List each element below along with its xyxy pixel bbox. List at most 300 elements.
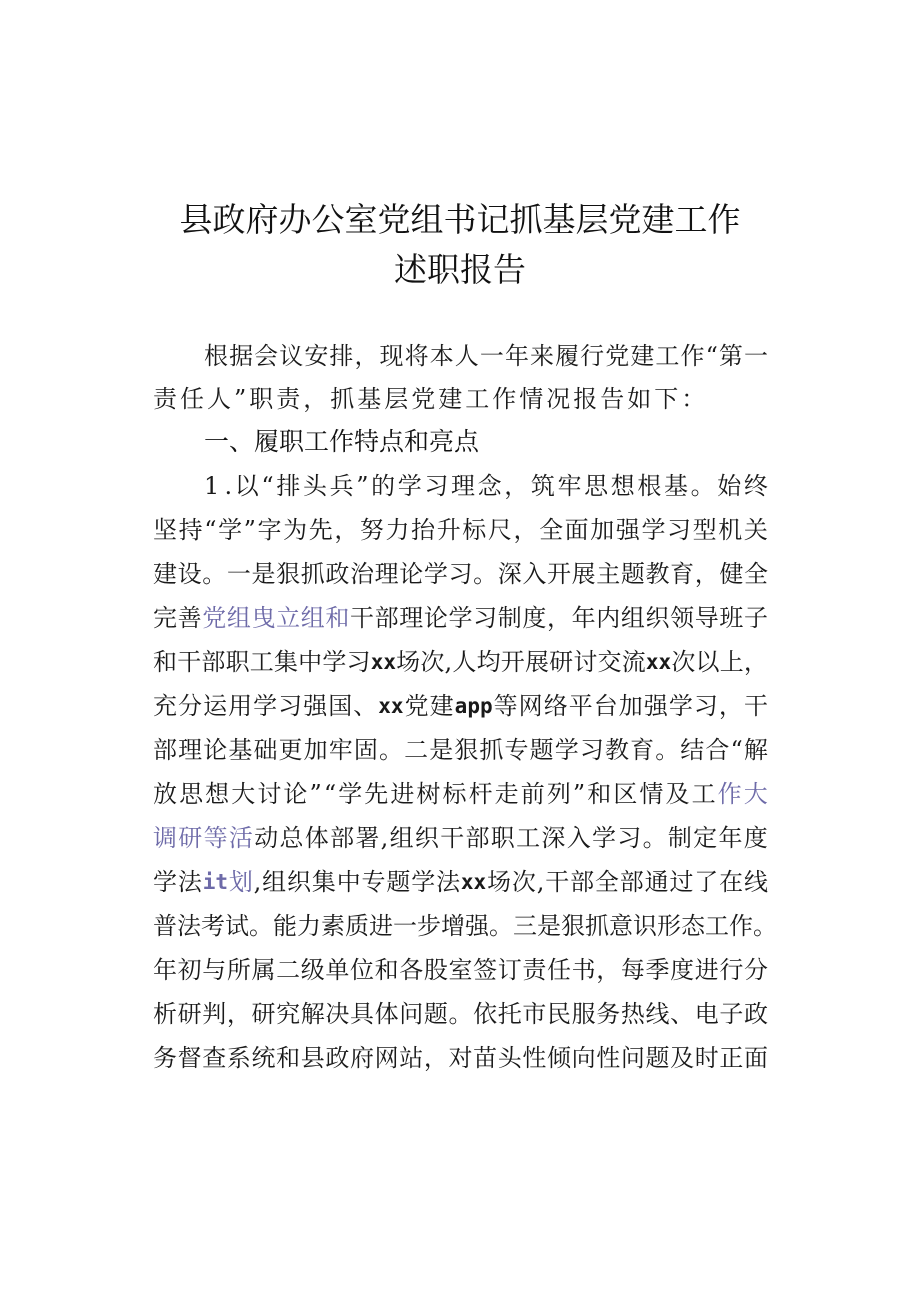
glyph: 安 (304, 342, 329, 370)
glyph: 狠 (276, 560, 301, 588)
glyph: 人 (452, 648, 477, 676)
glyph: 性 (522, 1044, 547, 1072)
paragraph-line (153, 904, 777, 948)
glyph: 狠 (454, 736, 479, 764)
glyph: 单 (325, 956, 350, 984)
glyph: 研 (178, 824, 203, 852)
glyph: 责 (522, 956, 547, 984)
glyph: 所 (226, 956, 251, 984)
glyph: 尺 (487, 516, 512, 544)
glyph: 总 (279, 824, 304, 852)
glyph: 开 (500, 648, 525, 676)
glyph: 判 (202, 1000, 227, 1028)
glyph: 入 (522, 560, 547, 588)
glyph: 立 (276, 604, 301, 632)
glyph: 子 (719, 1000, 744, 1028)
glyph: 排 (276, 472, 301, 500)
glyph: 府 (350, 1044, 374, 1072)
glyph: 想 (205, 780, 230, 808)
glyph: 学 (668, 692, 693, 720)
glyph: 习 (346, 648, 371, 676)
glyph: 部 (570, 868, 595, 896)
glyph: 开 (547, 560, 571, 588)
glyph: 面 (744, 1044, 768, 1072)
glyph: 署 (355, 824, 380, 852)
glyph: 。 (489, 912, 513, 940)
line-text: 责任人”职责，抓基层党建工作情况报告如下： (153, 385, 709, 413)
glyph: 先 (308, 516, 333, 544)
paragraph-line (153, 772, 768, 816)
glyph: 干 (545, 868, 570, 896)
glyph: 订 (497, 956, 522, 984)
glyph: 根 (637, 472, 662, 500)
glyph: 属 (251, 956, 276, 984)
glyph: 问 (399, 1000, 424, 1028)
glyph: 理 (178, 736, 203, 764)
glyph: 全 (594, 868, 619, 896)
glyph: ， (596, 956, 621, 984)
glyph: 组 (262, 868, 287, 896)
glyph: 展 (571, 560, 596, 588)
glyph: ， (423, 1044, 448, 1072)
glyph: 升 (436, 516, 461, 544)
glyph: 子 (744, 604, 768, 632)
glyph: 素 (321, 912, 345, 940)
glyph: . (224, 472, 233, 500)
paragraph-line (153, 860, 768, 904)
glyph: 习 (278, 692, 303, 720)
glyph: 政 (325, 1044, 350, 1072)
glyph: 意 (609, 912, 633, 940)
glyph: 。 (202, 560, 227, 588)
glyph: 室 (448, 956, 473, 984)
glyph: ， (513, 516, 538, 544)
glyph: 分 (744, 956, 768, 984)
glyph: 一 (744, 342, 768, 370)
placeholder-xx: xx (378, 694, 404, 718)
glyph: 干 (350, 604, 374, 632)
glyph: 和 (374, 956, 399, 984)
glyph: “ (323, 780, 337, 808)
glyph: 台 (593, 692, 618, 720)
glyph: 各 (399, 956, 424, 984)
glyph: 平 (568, 692, 593, 720)
glyph: 部 (465, 824, 490, 852)
glyph: 服 (571, 1000, 596, 1028)
glyph: 专 (504, 736, 529, 764)
glyph: 学 (218, 516, 243, 544)
glyph: 学 (153, 868, 177, 896)
glyph: 股 (423, 956, 448, 984)
glyph: 进 (390, 780, 415, 808)
glyph: 在 (719, 868, 744, 896)
glyph: 年 (718, 824, 743, 852)
glyph: 学 (322, 648, 347, 676)
glyph: 思 (179, 780, 204, 808)
glyph: ， (354, 342, 379, 370)
glyph: 大 (231, 780, 256, 808)
glyph: 度 (670, 956, 695, 984)
glyph: 热 (620, 1000, 645, 1028)
paragraph-line (153, 552, 768, 596)
glyph: 及 (670, 1044, 695, 1072)
glyph: 络 (543, 692, 568, 720)
glyph: 。 (642, 824, 667, 852)
glyph: 以 (695, 648, 720, 676)
document-title-line-2: 述职报告 (394, 250, 526, 289)
glyph: 全 (539, 516, 564, 544)
glyph: 是 (429, 736, 454, 764)
glyph: 善 (177, 604, 202, 632)
glyph: 想 (610, 472, 635, 500)
glyph: 理 (374, 560, 399, 588)
glyph: 查 (202, 1044, 227, 1072)
glyph: 。 (655, 736, 680, 764)
glyph: 线 (645, 1000, 670, 1028)
glyph: 强 (643, 692, 668, 720)
glyph: 是 (537, 912, 561, 940)
glyph: 签 (473, 956, 498, 984)
glyph: 党 (202, 604, 227, 632)
glyph: ” (356, 472, 369, 500)
glyph: 和 (276, 1044, 301, 1072)
glyph: 织 (414, 824, 439, 852)
glyph: 努 (359, 516, 384, 544)
glyph: 会 (254, 342, 279, 370)
glyph: 了 (694, 868, 719, 896)
glyph: 增 (441, 912, 465, 940)
glyph: 调 (153, 824, 177, 852)
glyph: 作 (717, 780, 742, 808)
glyph: “ (204, 516, 217, 544)
glyph: 念 (477, 472, 502, 500)
glyph: , (444, 648, 453, 676)
glyph: 区 (613, 780, 638, 808)
glyph: 是 (251, 560, 276, 588)
glyph: 教 (604, 736, 629, 764)
glyph: 加 (590, 516, 615, 544)
glyph: 机 (718, 516, 743, 544)
glyph: ” (309, 780, 322, 808)
glyph: 完 (153, 604, 177, 632)
glyph: 题 (620, 560, 645, 588)
glyph: 习 (448, 560, 473, 588)
glyph: 向 (571, 1044, 596, 1072)
glyph: 大 (743, 780, 768, 808)
glyph: 育 (630, 736, 655, 764)
section-heading: 一、履职工作特点和亮点 (204, 427, 480, 456)
glyph: 研 (549, 648, 574, 676)
paragraph-line (153, 508, 768, 552)
glyph: 为 (283, 516, 308, 544)
glyph: 部 (374, 604, 399, 632)
glyph: 进 (694, 956, 719, 984)
glyph: 组 (300, 604, 325, 632)
glyph: 进 (369, 912, 393, 940)
glyph: 、 (353, 692, 378, 720)
glyph: 题 (645, 1044, 670, 1072)
glyph: 部 (201, 648, 226, 676)
glyph: 具 (350, 1000, 374, 1028)
glyph: 作 (680, 342, 705, 370)
glyph: 主 (596, 560, 621, 588)
glyph: 理 (399, 604, 424, 632)
glyph: 础 (253, 736, 278, 764)
glyph: 习 (617, 824, 642, 852)
glyph: 运 (203, 692, 228, 720)
app-word: app (454, 694, 493, 718)
glyph: 头 (497, 1044, 522, 1072)
glyph: 划 (228, 868, 253, 896)
glyph: 组 (389, 824, 414, 852)
glyph: 杆 (468, 780, 493, 808)
glyph: 书 (571, 956, 596, 984)
glyph: 年 (153, 956, 177, 984)
glyph: 建 (153, 560, 177, 588)
glyph: 学 (641, 516, 666, 544)
glyph: 民 (547, 1000, 571, 1028)
glyph: 试 (225, 912, 249, 940)
glyph: 论 (283, 780, 308, 808)
glyph: 加 (303, 736, 328, 764)
glyph: 型 (692, 516, 717, 544)
glyph: , (253, 868, 262, 896)
glyph: 系 (226, 1044, 251, 1072)
glyph: 制 (497, 604, 522, 632)
glyph: 均 (476, 648, 501, 676)
glyph: 。 (690, 472, 715, 500)
glyph: 党 (404, 692, 429, 720)
glyph: 等 (203, 824, 228, 852)
paragraph-line (153, 816, 768, 860)
glyph: 习 (424, 472, 449, 500)
glyph: 排 (329, 342, 354, 370)
glyph: 工 (705, 912, 729, 940)
glyph: 专 (361, 868, 386, 896)
glyph: 场 (487, 868, 512, 896)
glyph: ， (547, 604, 571, 632)
glyph: 情 (639, 780, 664, 808)
glyph: 面 (564, 516, 589, 544)
glyph: 形 (657, 912, 681, 940)
glyph: 第 (718, 342, 743, 370)
glyph: 治 (350, 560, 374, 588)
glyph: 组 (620, 604, 645, 632)
glyph: ” (572, 780, 586, 808)
glyph: 苗 (473, 1044, 498, 1072)
glyph: 学 (411, 868, 436, 896)
glyph: 场 (396, 648, 421, 676)
glyph: 和 (153, 648, 177, 676)
glyph: 思 (584, 472, 609, 500)
glyph: 度 (522, 604, 547, 632)
glyph: 健 (719, 560, 744, 588)
glyph: 次 (671, 648, 696, 676)
glyph: 中 (336, 868, 361, 896)
glyph: 次 (511, 868, 536, 896)
glyph: 年 (571, 604, 596, 632)
glyph: 上 (719, 648, 744, 676)
glyph: 充 (153, 692, 177, 720)
glyph: 度 (743, 824, 768, 852)
glyph: 法 (436, 868, 461, 896)
glyph: 依 (473, 1000, 498, 1028)
glyph: 现 (379, 342, 404, 370)
glyph: ， (226, 1000, 251, 1028)
glyph: 列 (546, 780, 571, 808)
glyph: 部 (153, 736, 177, 764)
glyph: 以 (234, 472, 259, 500)
glyph: 解 (743, 736, 768, 764)
glyph: 组 (226, 604, 251, 632)
glyph: 放 (153, 780, 177, 808)
glyph: 倾 (547, 1044, 571, 1072)
glyph: 解 (300, 1000, 325, 1028)
glyph: ， (694, 560, 719, 588)
glyph: 制 (667, 824, 692, 852)
glyph: 狠 (561, 912, 585, 940)
glyph: 对 (448, 1044, 473, 1072)
glyph: 一 (479, 342, 504, 370)
glyph: 考 (201, 912, 225, 940)
glyph: 职 (490, 824, 515, 852)
glyph: 级 (300, 956, 325, 984)
glyph: 加 (618, 692, 643, 720)
glyph: 筑 (530, 472, 555, 500)
glyph: 强 (303, 692, 328, 720)
glyph: 正 (719, 1044, 744, 1072)
glyph: 习 (693, 692, 718, 720)
glyph: 班 (719, 604, 744, 632)
glyph: 全 (744, 560, 768, 588)
placeholder-xx: xx (645, 650, 672, 674)
glyph: 交 (597, 648, 622, 676)
glyph: 织 (645, 604, 670, 632)
glyph: 二 (404, 736, 429, 764)
glyph: 能 (273, 912, 297, 940)
glyph: 基 (228, 736, 253, 764)
glyph: 中 (298, 648, 323, 676)
glyph: 体 (374, 1000, 399, 1028)
glyph: 用 (228, 692, 253, 720)
glyph: 1 (204, 472, 220, 500)
glyph: 理 (450, 472, 475, 500)
glyph: 和 (587, 780, 612, 808)
glyph: 。 (249, 912, 273, 940)
glyph: 习 (473, 604, 498, 632)
glyph: 流 (621, 648, 646, 676)
glyph: 育 (670, 560, 695, 588)
glyph: 分 (178, 692, 203, 720)
glyph: 工 (249, 648, 274, 676)
glyph: 统 (251, 1044, 276, 1072)
glyph: 识 (633, 912, 657, 940)
glyph: 过 (669, 868, 694, 896)
paragraph-line (204, 334, 768, 378)
glyph: 与 (202, 956, 227, 984)
glyph: ， (718, 692, 743, 720)
glyph: 集 (311, 868, 336, 896)
glyph: 工 (691, 780, 716, 808)
document-title-line-1: 县政府办公室党组书记抓基层党建工作 (179, 200, 741, 239)
glyph: 先 (364, 780, 389, 808)
glyph: 普 (153, 912, 177, 940)
glyph: 学 (397, 472, 422, 500)
glyph: 动 (254, 824, 279, 852)
glyph: 本 (429, 342, 454, 370)
glyph: 部 (619, 868, 644, 896)
glyph: 抓 (585, 912, 609, 940)
glyph: 托 (497, 1000, 522, 1028)
glyph: 结 (680, 736, 705, 764)
glyph: 抓 (300, 560, 325, 588)
glyph: 前 (520, 780, 545, 808)
glyph: 政 (325, 560, 350, 588)
glyph: 牢 (557, 472, 582, 500)
placeholder-xx: xx (460, 870, 487, 894)
glyph: 国 (328, 692, 353, 720)
glyph: 基 (663, 472, 688, 500)
glyph: 学 (338, 780, 363, 808)
glyph: 。 (378, 736, 403, 764)
paragraph-line (204, 464, 768, 508)
glyph: 展 (524, 648, 549, 676)
glyph: 干 (177, 648, 202, 676)
glyph: 研 (251, 1000, 276, 1028)
glyph: 强 (465, 912, 489, 940)
placeholder-xx: xx (370, 650, 396, 674)
glyph: 通 (644, 868, 669, 896)
glyph: 等 (493, 692, 518, 720)
glyph: 务 (153, 1044, 177, 1072)
glyph: 次 (420, 648, 445, 676)
glyph: 位 (350, 956, 374, 984)
glyph: 习 (579, 736, 604, 764)
glyph: 法 (177, 868, 202, 896)
glyph: “ (261, 472, 274, 500)
glyph: 问 (620, 1044, 645, 1072)
glyph: 导 (694, 604, 719, 632)
glyph: 作 (729, 912, 753, 940)
glyph: 强 (615, 516, 640, 544)
glyph: 督 (177, 1044, 202, 1072)
glyph: 部 (330, 824, 355, 852)
glyph: 学 (591, 824, 616, 852)
glyph: 政 (744, 1000, 768, 1028)
glyph: 将 (404, 342, 429, 370)
glyph: 学 (253, 692, 278, 720)
glyph: 树 (416, 780, 441, 808)
glyph: 、 (670, 1000, 695, 1028)
glyph: ” (243, 516, 256, 544)
glyph: 析 (153, 1000, 177, 1028)
glyph: 领 (670, 604, 695, 632)
glyph: 题 (529, 736, 554, 764)
glyph: 究 (276, 1000, 301, 1028)
highlighted-text: it (202, 870, 228, 894)
glyph: 时 (694, 1044, 719, 1072)
glyph: 及 (665, 780, 690, 808)
glyph: 和 (325, 604, 350, 632)
glyph: 抓 (479, 736, 504, 764)
glyph: 议 (279, 342, 304, 370)
glyph: 持 (178, 516, 203, 544)
glyph: 固 (353, 736, 378, 764)
glyph: 牢 (328, 736, 353, 764)
glyph: 干 (440, 824, 465, 852)
glyph: 坚 (153, 516, 177, 544)
glyph: 内 (596, 604, 621, 632)
